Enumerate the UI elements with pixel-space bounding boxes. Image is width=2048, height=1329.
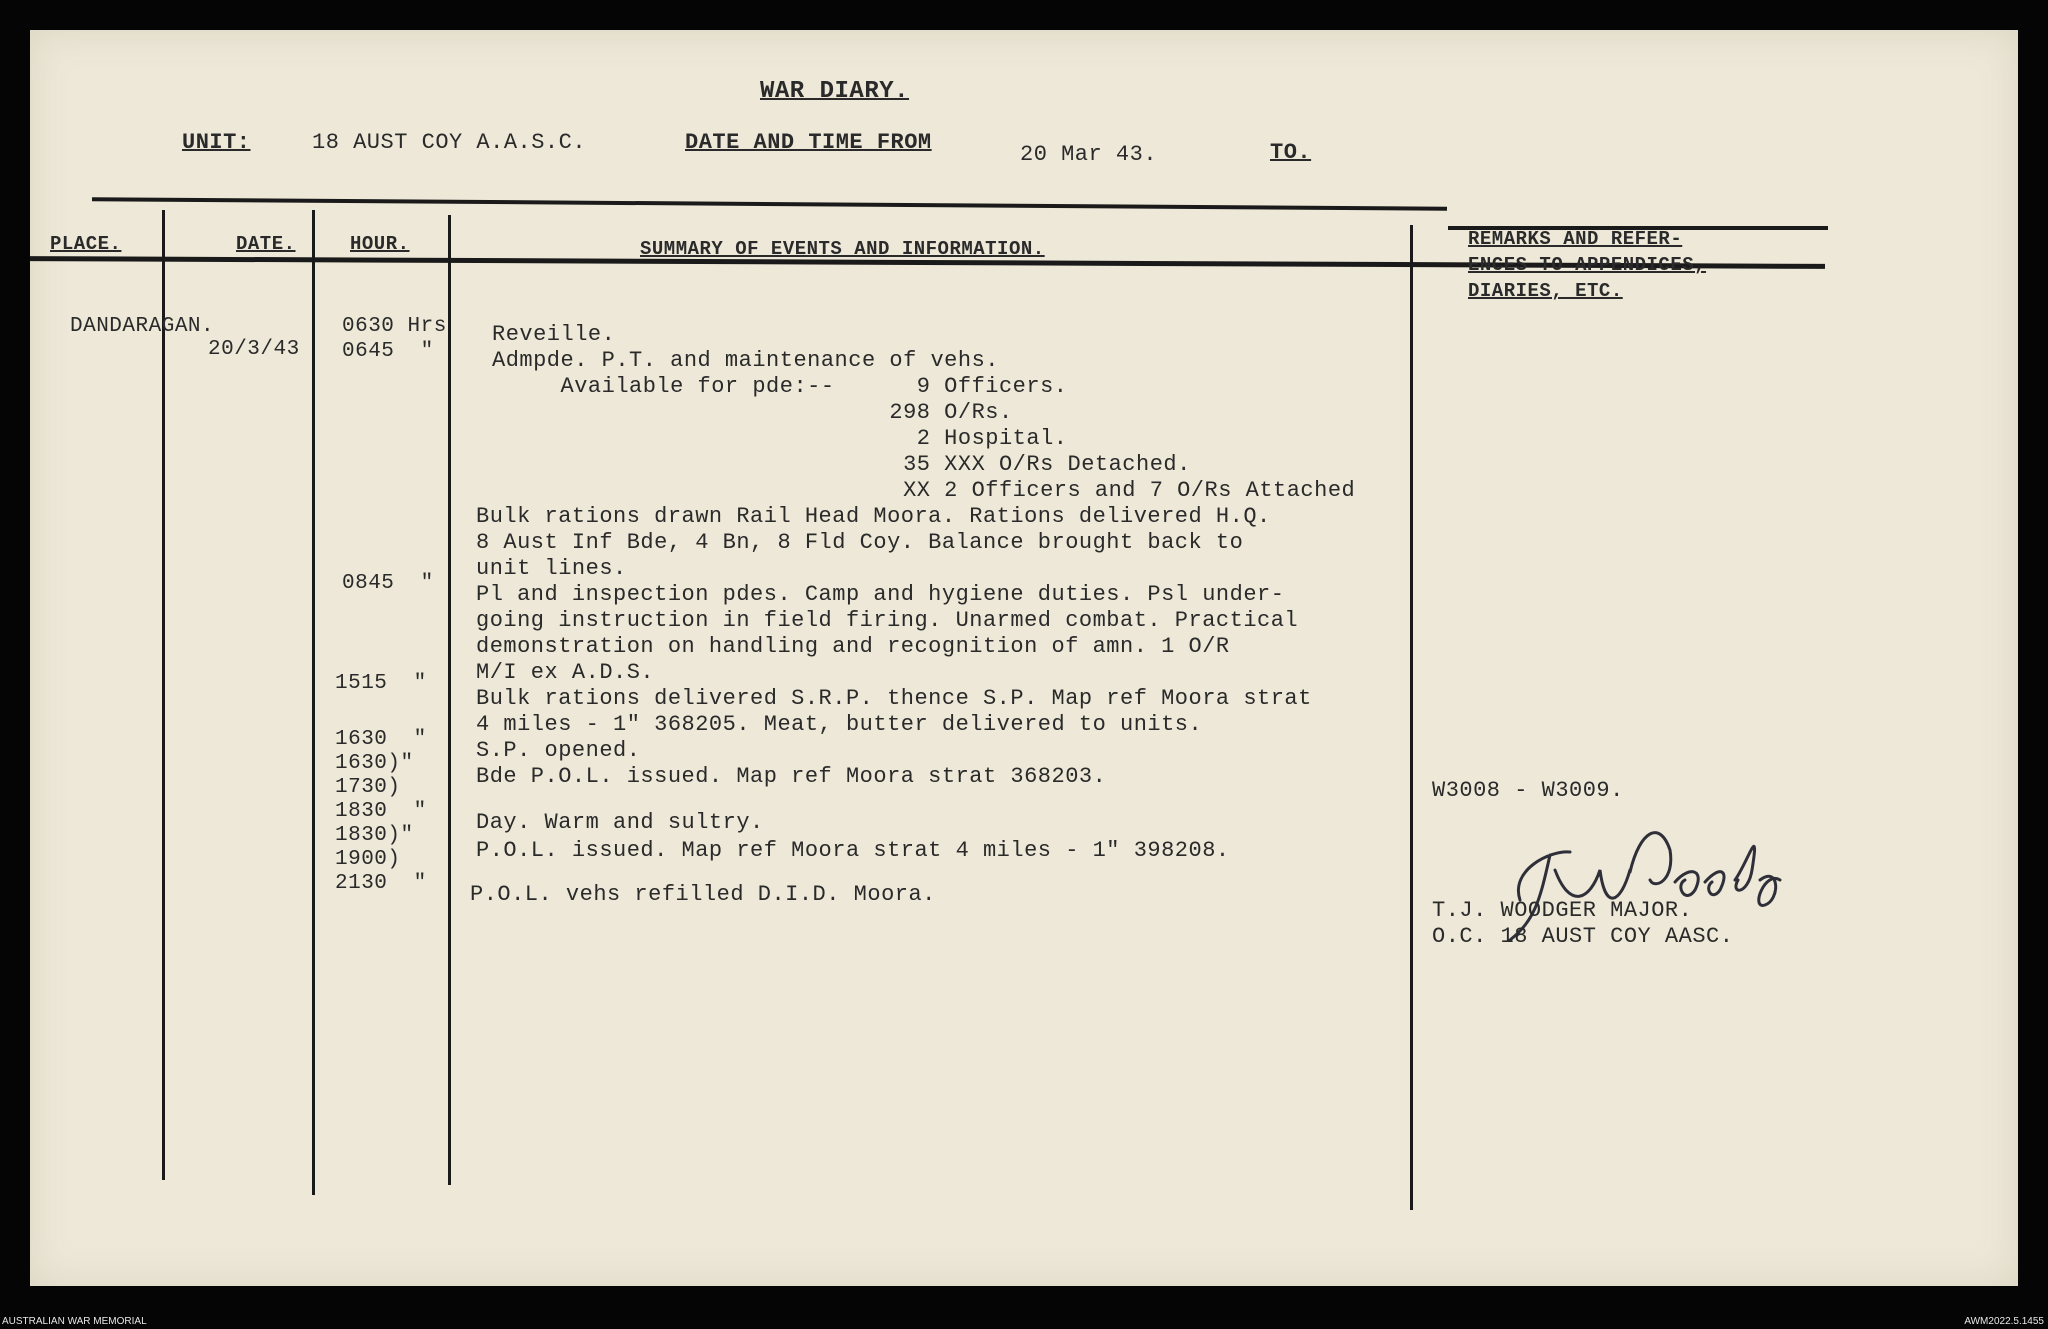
summary-line: Available for pde:-- 9 Officers.	[492, 374, 1068, 399]
diary-title: WAR DIARY.	[760, 78, 910, 105]
summary-line: 35 XXX O/Rs Detached.	[492, 452, 1191, 477]
signatory-name: T.J. WOODGER MAJOR.	[1432, 898, 1693, 923]
archive-footer-right: AWM2022.5.1455	[1964, 1316, 2044, 1327]
summary-line: demonstration on handling and recognition of amn. 1 O/R	[476, 634, 1230, 659]
summary-line: S.P. opened.	[476, 738, 641, 763]
hour-entry: 1830)"	[335, 824, 414, 847]
summary-line: 4 miles - 1" 368205. Meat, butter delivered to units.	[476, 712, 1203, 737]
summary-line: Reveille.	[492, 322, 616, 347]
summary-line: 298 O/Rs.	[492, 400, 1013, 425]
date-entry: 20/3/43	[208, 338, 300, 361]
place-entry: DANDARAGAN.	[70, 315, 215, 338]
summary-line: Pl and inspection pdes. Camp and hygiene duties. Psl under-	[476, 582, 1285, 607]
to-label: TO.	[1270, 140, 1312, 165]
summary-line: Admpde. P.T. and maintenance of vehs.	[492, 348, 999, 373]
summary-line: Bulk rations delivered S.R.P. thence S.P. Map ref Moora strat	[476, 686, 1312, 711]
column-heading-remarks-2: ENCES TO APPENDICES,	[1468, 254, 1707, 276]
summary-line: XX 2 Officers and 7 O/Rs Attached	[492, 478, 1356, 503]
summary-line: P.O.L. vehs refilled D.I.D. Moora.	[470, 882, 936, 907]
hour-entry: 1630 "	[335, 728, 427, 751]
column-heading-hour: HOUR.	[350, 233, 410, 255]
hour-entry: 1630)"	[335, 752, 414, 775]
column-divider-place	[162, 210, 165, 1180]
column-heading-remarks-1: REMARKS AND REFER-	[1468, 228, 1683, 250]
hour-entry: 0630 Hrs	[342, 315, 447, 338]
hour-entry: 1900)	[335, 848, 401, 871]
column-heading-summary: SUMMARY OF EVENTS AND INFORMATION.	[640, 238, 1045, 260]
summary-line: Bde P.O.L. issued. Map ref Moora strat 368203.	[476, 764, 1107, 789]
hour-entry: 1515 "	[335, 672, 427, 695]
summary-line: going instruction in field firing. Unarmed combat. Practical	[476, 608, 1299, 633]
summary-line: Day. Warm and sultry.	[476, 810, 764, 835]
date-from-value: 20 Mar 43.	[1020, 142, 1158, 167]
hour-entry: 1830 "	[335, 800, 427, 823]
appendix-reference: W3008 - W3009.	[1432, 778, 1624, 803]
summary-line: 8 Aust Inf Bde, 4 Bn, 8 Fld Coy. Balance brought back to	[476, 530, 1244, 555]
summary-line: unit lines.	[476, 556, 627, 581]
column-divider-date	[312, 210, 315, 1195]
unit-value: 18 AUST COY A.A.S.C.	[312, 130, 587, 155]
column-divider-hour	[448, 215, 451, 1185]
hour-entry: 2130 "	[335, 872, 427, 895]
column-heading-place: PLACE.	[50, 233, 122, 255]
hour-entry: 0645 "	[342, 340, 434, 363]
column-heading-remarks-3: DIARIES, ETC.	[1468, 280, 1623, 302]
summary-line: M/I ex A.D.S.	[476, 660, 655, 685]
war-diary-page	[30, 30, 2018, 1286]
summary-line: P.O.L. issued. Map ref Moora strat 4 miles - 1" 398208.	[476, 838, 1230, 863]
signatory-appointment: O.C. 18 AUST COY AASC.	[1432, 924, 1734, 949]
column-heading-date: DATE.	[236, 233, 296, 255]
hour-entry: 0845 "	[342, 572, 434, 595]
table-top-rule	[92, 197, 1447, 210]
date-time-label: DATE AND TIME FROM	[685, 130, 932, 155]
column-divider-summary	[1410, 225, 1413, 1210]
summary-line: 2 Hospital.	[492, 426, 1068, 451]
archive-footer-left: AUSTRALIAN WAR MEMORIAL	[2, 1316, 147, 1327]
hour-entry: 1730)	[335, 776, 401, 799]
unit-label: UNIT:	[182, 130, 251, 155]
summary-line: Bulk rations drawn Rail Head Moora. Rations delivered H.Q.	[476, 504, 1271, 529]
